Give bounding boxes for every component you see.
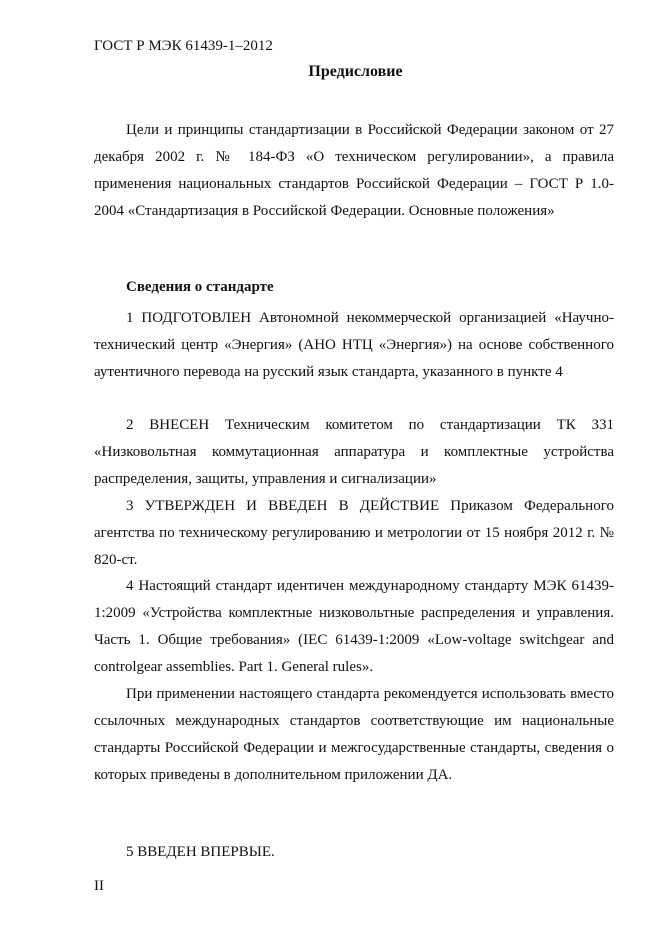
application-note: При применении настоящего стандарта рекомендуется использовать вместо ссылочных международных стандартов соответствующие им национальные стандарты Российской Федерации и межгосударственные стандарты, сведения о которых приведены в дополнительном приложении ДА. [94,686,614,783]
document-header-standard-id: ГОСТ Р МЭК 61439-1–2012 [94,38,273,54]
intro-paragraph: Цели и принципы стандартизации в Российской Федерации законом от 27 декабря 2002 г. № 184-ФЗ «О техническом регулировании», а правила применения национальных стандартов Российской Федерации – ГОСТ Р 1.0-2004 «Стандартизация в Российской Федерации. Основные положения» [94,122,614,219]
page-title: Предисловие [308,63,403,80]
item-3-approved: 3 УТВЕРЖДЕН И ВВЕДЕН В ДЕЙСТВИЕ Приказом Федерального агентства по техническому регулированию и метрологии от 15 ноября 2012 г. № 820-ст. [94,498,614,568]
item-4-identical: 4 Настоящий стандарт идентичен международному стандарту МЭК 61439-1:2009 «Устройства комплектные низковольтные распределения и управления. Часть 1. Общие требования» (IEC 61439-1:2009 «Low-voltage switchgear and controlgear assemblies. Part 1. General rules». [94,578,614,675]
item-5-first-introduced: 5 ВВЕДЕН ВПЕРВЫЕ. [126,844,275,860]
page-number: II [94,878,104,894]
section-heading: Сведения о стандарте [126,279,274,295]
item-1-prepared: 1 ПОДГОТОВЛЕН Автономной некоммерческой организацией «Научно-технический центр «Энергия» (АНО НТЦ «Энергия») на основе собственного аутентичного перевода на русский язык стандарта, указанного в пункте 4 [94,310,614,380]
item-2-introduced: 2 ВНЕСЕН Техническим комитетом по стандартизации ТК 331 «Низковольтная коммутационная аппаратура и комплектные устройства распределения, защиты, управления и сигнализации» [94,417,614,487]
